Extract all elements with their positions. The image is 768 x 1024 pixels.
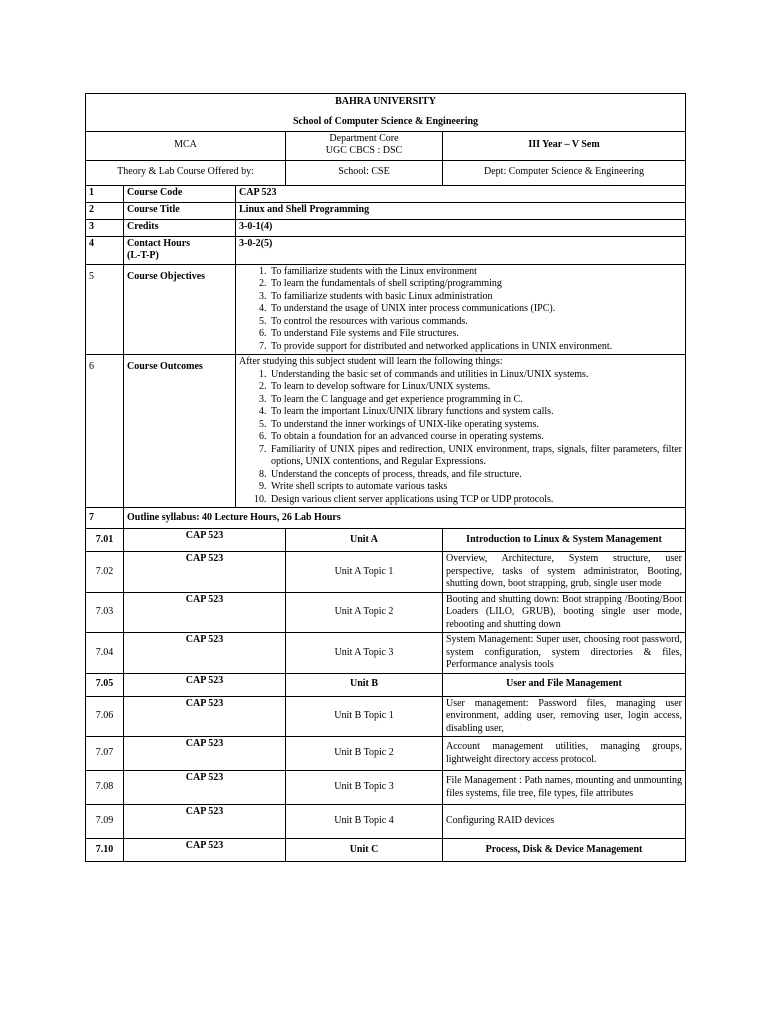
list-item: 4. To understand the usage of UNIX inter process communications (IPC). — [269, 303, 682, 316]
year-sem-cell — [443, 131, 686, 160]
row-number: 5 — [86, 264, 124, 355]
info-label: Course Code — [124, 185, 236, 202]
outcomes-list — [239, 369, 682, 507]
topic-description: Booting and shutting down: Boot strapping /Booting/Boot Loaders (LILO, GRUB), booting single user mode, rebooting and shutting down — [443, 592, 686, 633]
list-item: 5. To understand the inner workings of UNIX-like operating systems. — [269, 419, 682, 432]
unit-title: Process, Disk & Device Management — [443, 839, 686, 862]
outcomes-row — [86, 355, 686, 508]
syllabus-number: 7.06 — [86, 696, 124, 737]
school-short-label: School: CSE — [286, 160, 443, 185]
topic-description: Account management utilities, managing groups, lightweight directory access protocol. — [443, 737, 686, 771]
course-code: CAP 523 — [124, 696, 286, 737]
info-value: 3-0-2(5) — [236, 236, 686, 264]
course-code: CAP 523 — [124, 805, 286, 839]
syllabus-number: 7.10 — [86, 839, 124, 862]
outcomes-label: Course Outcomes — [124, 355, 236, 508]
syllabus-row — [86, 529, 686, 552]
program-cell — [86, 131, 286, 160]
syllabus-row — [86, 839, 686, 862]
course-info-row — [86, 236, 686, 264]
offered-by-label: Theory & Lab Course Offered by: — [86, 160, 286, 185]
unit-title: Introduction to Linux & System Management — [443, 529, 686, 552]
syllabus-row — [86, 805, 686, 839]
row-number: 7 — [86, 508, 124, 529]
list-item: 9. Write shell scripts to automate various tasks — [269, 481, 682, 494]
topic-description: Overview, Architecture, System structure, user perspective, tasks of system administrator, Booting, shutting down, boot strapping, grub, single user mode — [443, 552, 686, 593]
info-value: 3-0-1(4) — [236, 219, 686, 236]
unit-title: User and File Management — [443, 673, 686, 696]
unit-label: Unit B Topic 3 — [286, 771, 443, 805]
list-item: 4. To learn the important Linux/UNIX library functions and system calls. — [269, 406, 682, 419]
course-code: CAP 523 — [124, 552, 286, 593]
row-number: 4 — [86, 236, 124, 264]
unit-label: Unit A Topic 2 — [286, 592, 443, 633]
outline-row — [86, 508, 686, 529]
unit-label: Unit A Topic 1 — [286, 552, 443, 593]
dept-core-cell — [286, 131, 443, 160]
list-item: 1. To familiarize students with the Linux environment — [269, 266, 682, 279]
topic-description: System Management: Super user, choosing root password, system configuration, system directories & files, Performance analysis tools — [443, 633, 686, 674]
syllabus-number: 7.07 — [86, 737, 124, 771]
topic-description: User management: Password files, managing user environment, adding user, removing user, login access, disabling user, — [443, 696, 686, 737]
row-number: 2 — [86, 202, 124, 219]
ugc-label: UGC CBCS : DSC — [325, 145, 403, 156]
syllabus-number: 7.01 — [86, 529, 124, 552]
info-value: Linux and Shell Programming — [236, 202, 686, 219]
info-label: Credits — [124, 219, 236, 236]
syllabus-row — [86, 673, 686, 696]
program-name: MCA — [174, 139, 197, 151]
row-number: 3 — [86, 219, 124, 236]
info-label: Contact Hours (L-T-P) — [124, 236, 236, 264]
course-info-row — [86, 219, 686, 236]
unit-label: Unit C — [286, 839, 443, 862]
course-code: CAP 523 — [124, 592, 286, 633]
list-item: 5. To control the resources with various commands. — [269, 316, 682, 329]
syllabus-document — [85, 93, 685, 862]
syllabus-number: 7.09 — [86, 805, 124, 839]
syllabus-table — [85, 93, 686, 862]
unit-label: Unit A — [286, 529, 443, 552]
unit-label: Unit A Topic 3 — [286, 633, 443, 674]
syllabus-row — [86, 696, 686, 737]
info-value: CAP 523 — [236, 185, 686, 202]
list-item: 6. To obtain a foundation for an advanced course in operating systems. — [269, 431, 682, 444]
syllabus-number: 7.05 — [86, 673, 124, 696]
objectives-label: Course Objectives — [124, 264, 236, 355]
list-item: 3. To familiarize students with basic Linux administration — [269, 291, 682, 304]
row-number: 1 — [86, 185, 124, 202]
course-code: CAP 523 — [124, 529, 286, 552]
list-item: 7. To provide support for distributed and networked applications in UNIX environment. — [269, 341, 682, 354]
list-item: 6. To understand File systems and File structures. — [269, 328, 682, 341]
unit-label: Unit B Topic 2 — [286, 737, 443, 771]
outcomes-intro: After studying this subject student will learn the following things: — [239, 356, 503, 367]
dept-label: Dept: Computer Science & Engineering — [443, 160, 686, 185]
syllabus-row — [86, 737, 686, 771]
list-item: 8. Understand the concepts of process, threads, and file structure. — [269, 469, 682, 482]
year-sem-label: III Year – V Sem — [528, 139, 600, 151]
list-item: 2. To learn the fundamentals of shell scripting/programming — [269, 278, 682, 291]
dept-core-label: Department Core — [329, 132, 399, 144]
row-number: 6 — [86, 355, 124, 508]
course-code: CAP 523 — [124, 633, 286, 674]
course-info-row — [86, 202, 686, 219]
list-item: 2. To learn to develop software for Linux/UNIX systems. — [269, 381, 682, 394]
syllabus-number: 7.04 — [86, 633, 124, 674]
outline-label: Outline syllabus: 40 Lecture Hours, 26 Lab Hours — [124, 508, 686, 529]
course-info-row — [86, 185, 686, 202]
syllabus-row — [86, 592, 686, 633]
syllabus-row — [86, 633, 686, 674]
unit-label: Unit B Topic 1 — [286, 696, 443, 737]
list-item: 1. Understanding the basic set of commands and utilities in Linux/UNIX systems. — [269, 369, 682, 382]
course-code: CAP 523 — [124, 839, 286, 862]
course-code: CAP 523 — [124, 771, 286, 805]
objectives-list — [239, 266, 682, 354]
unit-label: Unit B Topic 4 — [286, 805, 443, 839]
program-row — [86, 131, 686, 160]
outcomes-cell — [236, 355, 686, 508]
syllabus-row — [86, 771, 686, 805]
syllabus-number: 7.02 — [86, 552, 124, 593]
unit-label: Unit B — [286, 673, 443, 696]
offered-row — [86, 160, 686, 185]
university-row — [86, 94, 686, 132]
course-code: CAP 523 — [124, 737, 286, 771]
objectives-cell — [236, 264, 686, 355]
info-label: Course Title — [124, 202, 236, 219]
university-name: BAHRA UNIVERSITY — [335, 96, 436, 107]
syllabus-number: 7.03 — [86, 592, 124, 633]
syllabus-number: 7.08 — [86, 771, 124, 805]
school-name: School of Computer Science & Engineering — [292, 116, 479, 127]
topic-description: Configuring RAID devices — [443, 805, 686, 839]
syllabus-row — [86, 552, 686, 593]
list-item: 10. Design various client server applications using TCP or UDP protocols. — [269, 494, 682, 507]
topic-description: File Management : Path names, mounting and unmounting files systems, file tree, file types, file attributes — [443, 771, 686, 805]
objectives-row — [86, 264, 686, 355]
course-code: CAP 523 — [124, 673, 286, 696]
list-item: 7. Familiarity of UNIX pipes and redirection, UNIX environment, traps, signals, filter parameters, filter options, UNIX contentions, and Regular Expressions. — [269, 444, 682, 469]
list-item: 3. To learn the C language and get experience programming in C. — [269, 394, 682, 407]
